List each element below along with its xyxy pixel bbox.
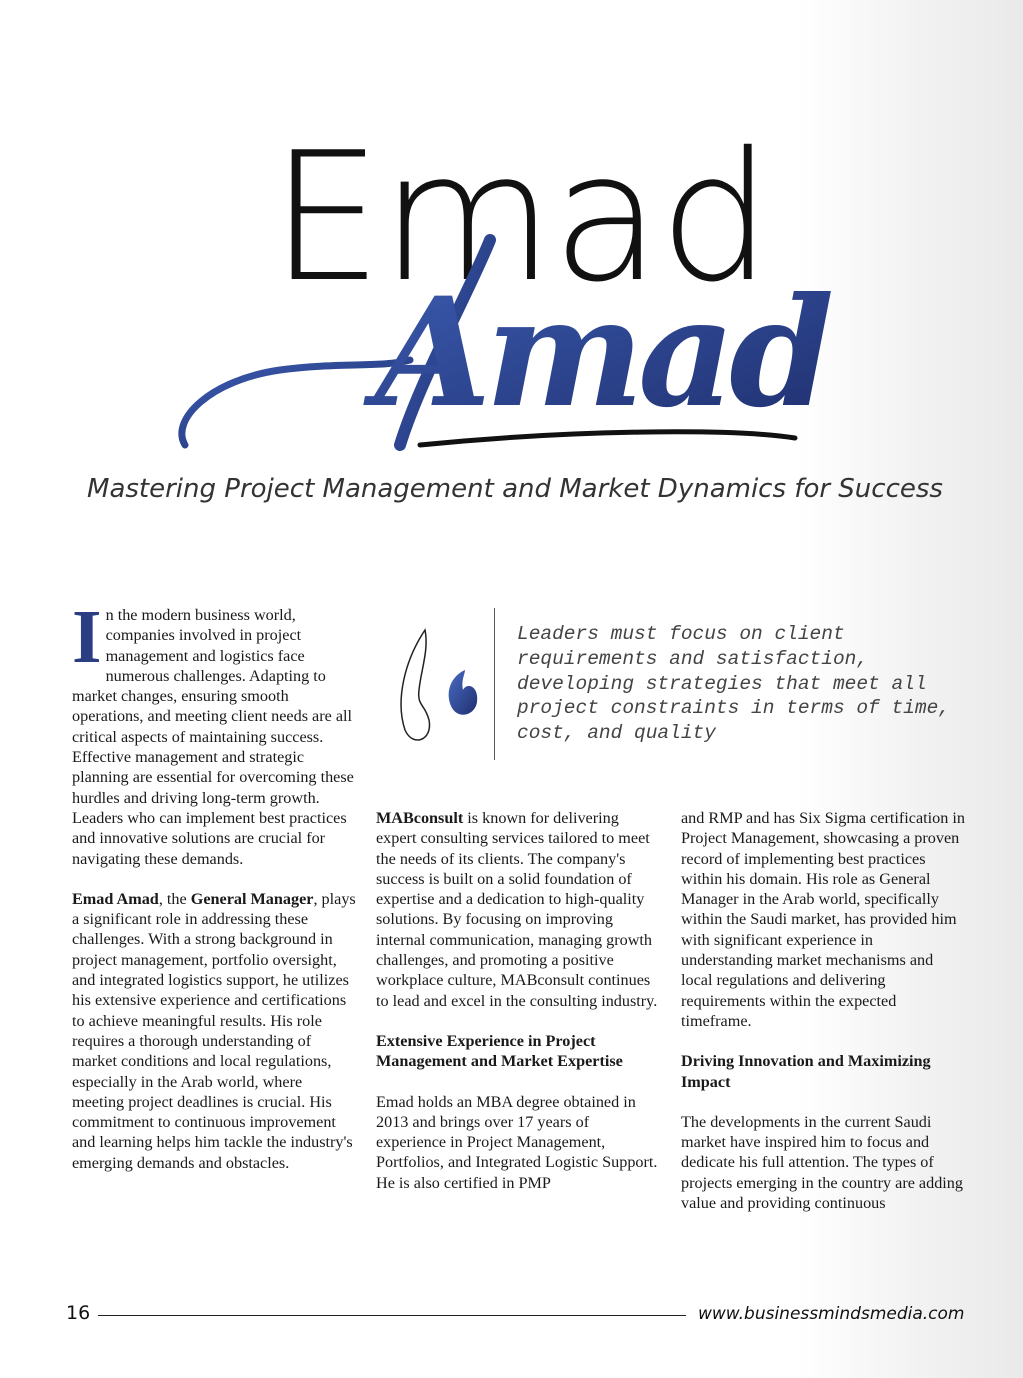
title-first-name: Emad xyxy=(270,114,770,321)
section-heading-innovation: Driving Innovation and Maximizing Impact xyxy=(681,1052,931,1091)
company-name: MABconsult xyxy=(376,809,464,827)
footer-rule xyxy=(98,1315,686,1316)
quote-divider xyxy=(494,608,495,760)
quotation-mark-icon xyxy=(395,620,485,750)
intro-text: n the modern business world, companies involved in project management and logistics face numerous challenges. Adapting to market changes, ensuring smooth operations, and meeting client needs are all critical aspects of maintaining success. Effective management and strategic planning are essential for overcoming these hurdles and driving long-term growth. Leaders who can implement best practices and innovative solutions are crucial for navigating these demands. xyxy=(72,606,354,868)
title-script-text: Amad xyxy=(375,265,829,441)
experience-paragraph: Emad holds an MBA degree obtained in 2013 and brings over 17 years of experience in Project Management, Portfolios, and Integrated Logistic Support. He is also certified in PMP xyxy=(376,1092,658,1192)
article-column-1 xyxy=(72,595,357,1193)
pull-quote: Leaders must focus on client requirements and satisfaction, developing strategies that meet all project constraints in terms of time, cost, and quality xyxy=(517,623,950,745)
text-span: , plays a significant role in addressing these challenges. With a strong background in project management, portfolio oversight, and integrated logistics support, he utilizes his extensive experience and certifications to achieve meaningful results. His role requires a thorough understanding of market conditions and local regulations, especially in the Arab world, where meeting project deadlines is crucial. His commitment to continuous improvement and learning helps him tackle the industry's emerging demands and obstacles. xyxy=(72,889,356,1172)
innovation-paragraph: The developments in the current Saudi market have inspired him to focus and dedicate his full attention. The types of projects emerging in the country are adding value and providing continuous xyxy=(681,1112,963,1213)
certification-paragraph: and RMP and has Six Sigma certification in Project Management, showcasing a proven record of implementing best practices within his domain. His role as General Manager in the Arab world, specifically within the Saudi market, has provided him with significant experience in understanding market mechanisms and local regulations and delivering requirements within the expected timeframe. xyxy=(681,809,965,1030)
person-role: General Manager xyxy=(190,889,314,908)
footer-url: www.businessmindsmedia.com xyxy=(698,1304,965,1324)
page-number: 16 xyxy=(66,1302,91,1324)
drop-cap: I xyxy=(72,595,102,679)
article-column-3 xyxy=(681,808,966,1233)
article-column-2 xyxy=(376,808,661,1213)
title-script-name xyxy=(170,230,870,460)
company-paragraph xyxy=(376,808,661,1011)
section-heading-experience: Extensive Experience in Project Management and Market Expertise xyxy=(376,1031,623,1071)
general-manager-paragraph xyxy=(72,889,357,1173)
intro-paragraph xyxy=(72,595,357,869)
text-span: is known for delivering expert consulting services tailored to meet the needs of its clients. The company's success is built on a solid foundation of expertise and a dedication to high-quality solutions. By focusing on improving internal communication, managing growth challenges, and promoting a positive workplace culture, MABconsult continues to lead and excel in the consulting industry. xyxy=(376,809,658,1010)
subtitle: Mastering Project Management and Market Dynamics for Success xyxy=(87,474,943,504)
text-span: , the xyxy=(158,889,191,908)
person-name: Emad Amad xyxy=(72,889,159,908)
